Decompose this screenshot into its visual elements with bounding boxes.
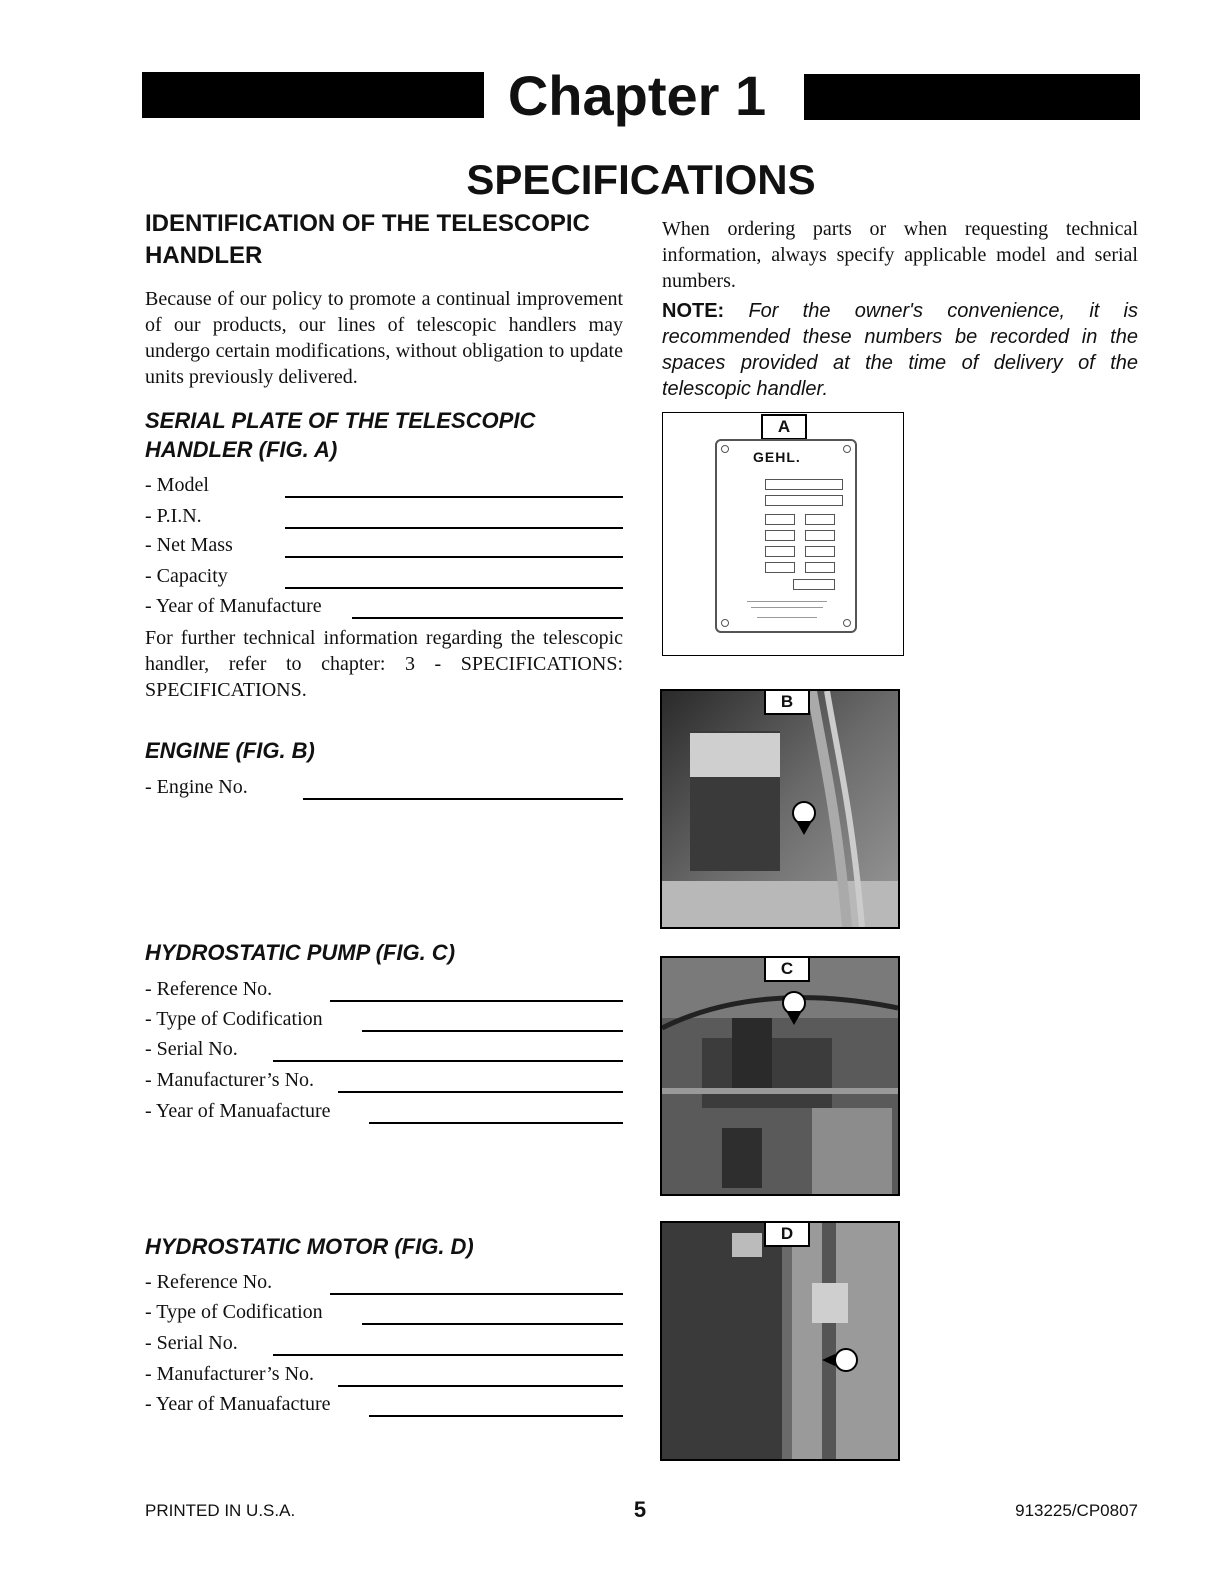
plate-box-pressure2 xyxy=(805,562,835,573)
figure-d-label: D xyxy=(764,1221,810,1247)
motor-photo-illustration xyxy=(662,1223,898,1459)
pump-heading: HYDROSTATIC PUMP (FIG. C) xyxy=(145,940,456,965)
fill-in-line[interactable] xyxy=(303,798,623,800)
field-label: - Engine No. xyxy=(145,776,248,798)
engine-photo-illustration xyxy=(662,691,898,927)
page-title: SPECIFICATIONS xyxy=(466,156,816,203)
field-label: - Model xyxy=(145,474,209,496)
motor-field-codification xyxy=(145,1297,623,1327)
plate-box-pressure xyxy=(765,562,795,573)
fill-in-line[interactable] xyxy=(362,1030,623,1032)
pump-field-codification xyxy=(145,1004,623,1034)
figure-a-serial-plate xyxy=(662,412,904,656)
fill-in-line[interactable] xyxy=(369,1415,623,1417)
chapter-title: Chapter 1 xyxy=(507,64,767,127)
serial-field-net-mass xyxy=(145,530,623,560)
figure-d-motor-photo xyxy=(660,1221,900,1461)
field-label: - Manufacturer’s No. xyxy=(145,1069,315,1091)
fill-in-line[interactable] xyxy=(330,1000,623,1002)
plate-text-lines xyxy=(751,607,823,608)
plate-text-lines xyxy=(757,617,817,618)
fill-in-line[interactable] xyxy=(285,556,623,558)
field-label: - Year of Manuafacture xyxy=(145,1393,331,1415)
figure-b-engine-photo xyxy=(660,689,900,929)
pump-field-reference xyxy=(145,974,623,1004)
plate-box-mass xyxy=(765,514,795,525)
serial-field-pin xyxy=(145,501,623,531)
note-label: NOTE: xyxy=(662,300,725,322)
field-label: - Reference No. xyxy=(145,1271,273,1293)
fill-in-line[interactable] xyxy=(338,1385,623,1387)
plate-screw-icon xyxy=(721,445,729,453)
plate-screw-icon xyxy=(843,445,851,453)
fill-in-line[interactable] xyxy=(285,496,623,498)
motor-field-year xyxy=(145,1389,623,1419)
field-label: - Type of Codification xyxy=(145,1008,323,1030)
plate-box-capacity2 xyxy=(805,530,835,541)
figure-c-pump-photo xyxy=(660,956,900,1196)
figure-a-label: A xyxy=(761,414,807,440)
further-info-paragraph: For further technical information regarding the telescopic handler, refer to chapter: 3 - SPECIFICATIONS: SPECIFICATIONS. xyxy=(145,627,623,701)
header-bar-right xyxy=(804,74,1140,120)
header-bar-left xyxy=(142,72,484,118)
plate-box-power2 xyxy=(805,546,835,557)
field-label: - Net Mass xyxy=(145,534,233,556)
plate-box-pin xyxy=(765,495,843,506)
fill-in-line[interactable] xyxy=(338,1091,623,1093)
serial-plate-drawing xyxy=(715,439,857,633)
fill-in-line[interactable] xyxy=(352,617,623,619)
engine-heading: ENGINE (FIG. B) xyxy=(145,738,315,763)
pump-photo-illustration xyxy=(662,958,898,1194)
pump-field-serial xyxy=(145,1034,623,1064)
field-label: - Reference No. xyxy=(145,978,273,1000)
pump-field-year xyxy=(145,1096,623,1126)
field-label: - Type of Codification xyxy=(145,1301,323,1323)
fill-in-line[interactable] xyxy=(369,1122,623,1124)
field-label: - Serial No. xyxy=(145,1332,238,1354)
field-label: - P.I.N. xyxy=(145,505,202,527)
note-text: For the owner's convenience, it is recommended these numbers be recorded in the spaces provided at the time of delivery of the telescopic handler. xyxy=(662,300,1138,400)
plate-box-mass2 xyxy=(805,514,835,525)
figure-c-label: C xyxy=(764,956,810,982)
fill-in-line[interactable] xyxy=(285,587,623,589)
identification-heading-line2: HANDLER xyxy=(145,242,263,269)
plate-text-lines xyxy=(747,601,827,602)
serial-plate-heading-line2: HANDLER (FIG. A) xyxy=(145,437,338,462)
motor-field-reference xyxy=(145,1267,623,1297)
fill-in-line[interactable] xyxy=(273,1060,623,1062)
field-label: - Serial No. xyxy=(145,1038,238,1060)
plate-screw-icon xyxy=(843,619,851,627)
identification-heading-line1: IDENTIFICATION OF THE TELESCOPIC xyxy=(145,210,590,237)
motor-heading: HYDROSTATIC MOTOR (FIG. D) xyxy=(145,1234,474,1259)
engine-field-number xyxy=(145,772,623,802)
serial-field-model xyxy=(145,470,623,500)
plate-box-capacity xyxy=(765,530,795,541)
fill-in-line[interactable] xyxy=(273,1354,623,1356)
serial-field-capacity xyxy=(145,561,623,591)
fill-in-line[interactable] xyxy=(285,527,623,529)
field-label: - Year of Manufacture xyxy=(145,595,322,617)
serial-plate-heading-line1: SERIAL PLATE OF THE TELESCOPIC xyxy=(145,408,536,433)
identification-paragraph: Because of our policy to promote a continual improvement of our products, our lines of telescopic handlers may undergo certain modifications, without obligation to update units previously delivered. xyxy=(145,288,623,388)
field-label: - Manufacturer’s No. xyxy=(145,1363,315,1385)
motor-field-serial xyxy=(145,1328,623,1358)
serial-plate-heading xyxy=(145,406,625,464)
page-number: 5 xyxy=(633,1497,647,1522)
plate-box-year xyxy=(793,579,835,590)
plate-brand: GEHL. xyxy=(753,449,801,465)
fill-in-line[interactable] xyxy=(330,1293,623,1295)
identification-heading xyxy=(145,208,625,272)
footer-printed-in: PRINTED IN U.S.A. xyxy=(145,1501,296,1520)
footer-document-code: 913225/CP0807 xyxy=(1015,1501,1138,1520)
owner-note xyxy=(662,298,1138,402)
motor-field-manufacturer xyxy=(145,1359,623,1389)
plate-screw-icon xyxy=(721,619,729,627)
field-label: - Capacity xyxy=(145,565,228,587)
plate-box-model xyxy=(765,479,843,490)
fill-in-line[interactable] xyxy=(362,1323,623,1325)
serial-field-year xyxy=(145,591,623,621)
figure-b-label: B xyxy=(764,689,810,715)
pump-field-manufacturer xyxy=(145,1065,623,1095)
field-label: - Year of Manuafacture xyxy=(145,1100,331,1122)
ordering-paragraph: When ordering parts or when requesting technical information, always specify applicable model and serial numbers. xyxy=(662,218,1138,292)
plate-box-power xyxy=(765,546,795,557)
